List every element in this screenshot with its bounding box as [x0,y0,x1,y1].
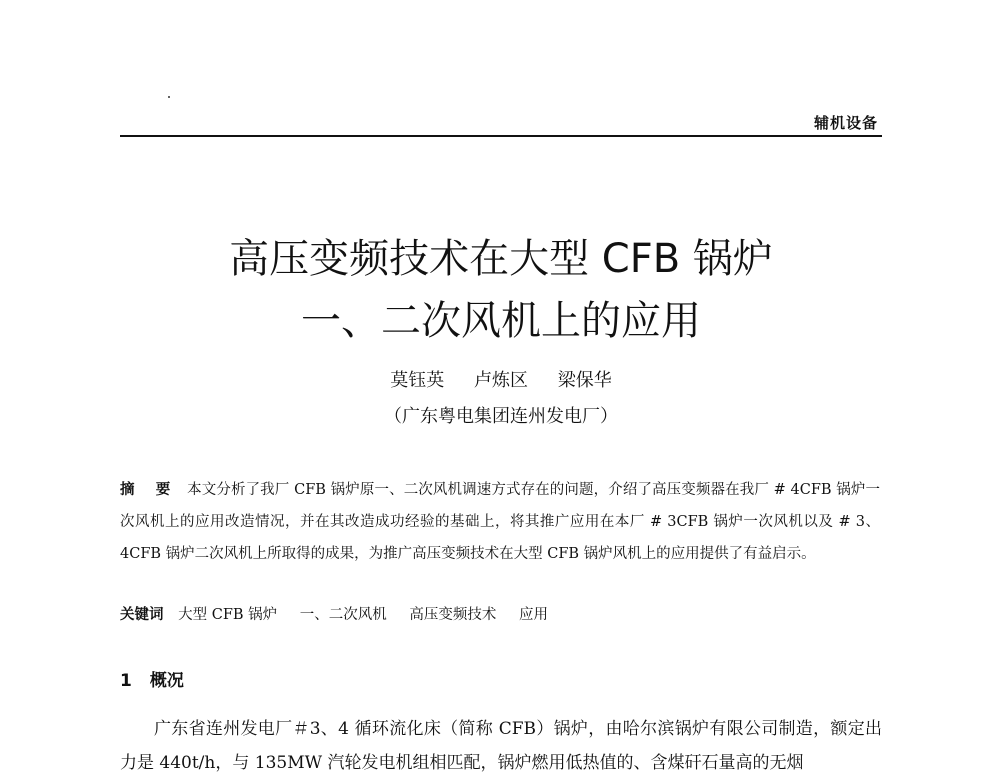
abstract [120,474,880,570]
title-line-2: 一、二次风机上的应用 [301,298,701,344]
keyword: 大型 CFB 锅炉 [178,607,278,623]
author-name: 卢炼区 [474,370,528,391]
keyword: 高压变频技术 [409,607,497,623]
affiliation: （广东粤电集团连州发电厂） [384,406,618,427]
scan-speck [168,96,170,98]
author-list [120,368,882,394]
section-title: 概况 [149,671,184,691]
section-number: 1 [120,671,132,691]
keyword: 应用 [518,607,548,623]
keywords-label: 关键词 [120,607,164,623]
title-line-1: 高压变频技术在大型 CFB 锅炉 [229,236,773,282]
body-paragraph: 广东省连州发电厂＃3、4 循环流化床（简称 CFB）锅炉，由哈尔滨锅炉有限公司制造，额定出力是 440t/h，与 135MW 汽轮发电机组相匹配，锅炉燃用低热值的、含煤矸石量高的无烟 [120,719,882,773]
author-name: 梁保华 [557,370,612,391]
abstract-label: 摘 要 [120,482,179,498]
keywords [120,600,880,630]
header-rule [120,135,882,137]
abstract-text: 本文分析了我厂 CFB 锅炉原一、二次风机调速方式存在的问题，介绍了高压变频器在我厂 # 4CFB 锅炉一次风机上的应用改造情况，并在其改造成功经验的基础上，将其推广应用在本厂 # 3CFB 锅炉一次风机以及 # 3、4CFB 锅炉二次风机上所取得的成果，为推广高压变频技术在大型 CFB 锅炉风机上的应用提供了有益启示。 [120,482,881,562]
paper-title [120,228,882,352]
author-name: 莫钰英 [390,370,445,391]
section-heading [120,667,184,695]
section-tag: 辅机设备 [813,114,878,132]
keyword: 一、二次风机 [299,607,387,623]
